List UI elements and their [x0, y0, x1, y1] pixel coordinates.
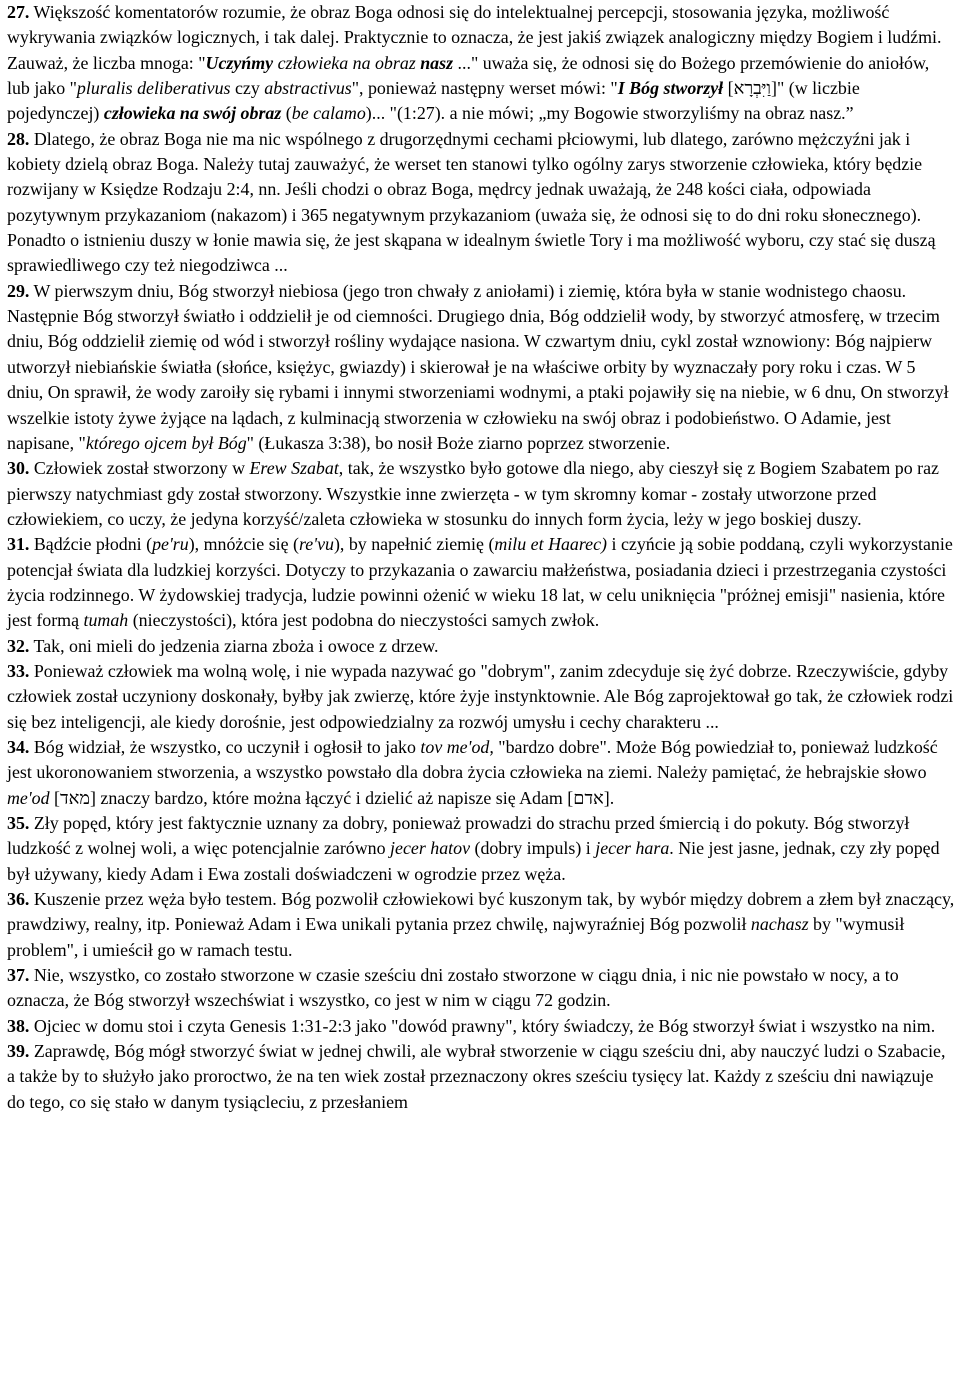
paragraph-28 [7, 127, 955, 279]
paragraph-text: )... "(1:27). a nie mówi; „my Bogowie stworzyliśmy na obraz nasz.” [365, 103, 854, 124]
paragraph-text: ( [281, 103, 292, 124]
paragraph-text: " (Łukasza 3:38), bo nosił Boże ziarno poprzez stworzenie. [246, 432, 671, 453]
paragraph-text: Kuszenie przez węża było testem. Bóg pozwolił człowiekowi być kuszonym tak, by wybór między dobrem a złem był znaczący, prawdziwy, realny, itp. Ponieważ Adam i Ewa unikali pytania przez chwilę, najwyraźniej Bóg pozwolił [7, 889, 955, 935]
paragraph-text: ..." uważa się, że odnosi się do Bożego przemówienie do aniołów, lub jako " [7, 52, 930, 99]
paragraph-number: 34. [7, 736, 30, 757]
paragraph-text: ), mnóżcie się ( [188, 534, 299, 555]
paragraph-number: 33. [7, 660, 30, 681]
paragraph-text: Dlatego, że obraz Boga nie ma nic wspólnego z drugorzędnymi cechami płciowymi, lub dlatego, zarówno mężczyźni jak i kobiety dzielą obraz Boga. Należy tutaj zauważyć, że werset ten stanowi tylko ogólny zarys stworzenie człowieka, który będzie rozwijany w Księdze Rodzaju 2:4, nn. Jeśli chodzi o obraz Boga, mędrcy jednak uważają, że 248 kości ciała, odpowiada pozytywnym przykazaniom (nakazom) i 365 negatywnym przykazaniom (uważa się, że odnosi się to do dni roku słonecznego). Ponadto o istnieniu duszy w łonie mawia się, że jest skąpana w idealnym świetle Tory i ma możliwość wyboru, czy stać się duszą sprawiedliwego czy też niegodziwca ... [7, 128, 936, 276]
paragraph-text: tov me'od, [420, 736, 494, 757]
paragraph-text: re'vu [299, 534, 334, 555]
paragraph-text: ", ponieważ następny werset mówi: " [351, 78, 618, 99]
paragraph-number: 36. [7, 889, 30, 910]
paragraph-number: 28. [7, 128, 30, 149]
paragraph-number: 27. [7, 2, 30, 22]
paragraph-29 [7, 279, 955, 456]
paragraph-text: "bardzo dobre". Może Bóg powiedział to, ponieważ ludzkość jest ukoronowaniem stworzenia, a wszystko powstało dla dobra życia człowieka na ziemi. Należy pamiętać, że hebrajskie słowo [7, 736, 938, 783]
paragraph-text: milu et Haarec) [494, 534, 608, 555]
paragraph-text: Większość komentatorów rozumie, że obraz Boga odnosi się do intelektualnej percepcji, stosowania języka, możliwość wykrywania związków logicznych, i tak dalej. Praktycznie to oznacza, że jest jakiś związek analogiczny między Bogiem i ludźmi. Zauważ, że liczba mnoga: " [7, 2, 942, 73]
paragraph-36 [7, 887, 955, 963]
paragraph-33 [7, 659, 955, 735]
paragraph-number: 31. [7, 534, 30, 555]
paragraph-text: Ojciec w domu stoi i czyta Genesis 1:31-2:3 jako "dowód prawny", który świadczy, że Bóg stworzył świat i wszystko na nim. [29, 1015, 936, 1036]
paragraph-text: abstractivus [264, 78, 352, 99]
paragraph-text: me'od [7, 787, 50, 808]
paragraph-text: ), by napełnić ziemię ( [333, 534, 495, 555]
paragraph-text: człowieka na swój obraz [103, 103, 282, 124]
paragraph-number: 29. [7, 280, 30, 301]
paragraph-text: Zły popęd, który jest faktycznie uznany za dobry, ponieważ prowadzi do strachu przed śmiercią i do pokuty. Bóg stworzył ludzkość z wolnej woli, a więc potencjalnie zarówno [7, 813, 910, 859]
paragraph-text: nachasz [750, 914, 809, 935]
paragraph-text: . Nie jest jasne, jednak, czy zły popęd był używany, kiedy Adam i Ewa zostali doświadczeni w ogrodzie przez węża. [7, 838, 940, 884]
paragraph-text: pluralis deliberativus [76, 78, 231, 99]
paragraph-30 [7, 456, 955, 532]
paragraph-37 [7, 963, 955, 1014]
paragraph-text: (nieczystości), która jest podobna do nieczystości samych zwłok. [128, 610, 600, 631]
paragraph-31 [7, 532, 955, 633]
paragraph-39 [7, 1039, 955, 1115]
paragraph-number: 38. [7, 1015, 30, 1036]
paragraph-number: 35. [7, 813, 30, 833]
paragraph-number: 39. [7, 1041, 30, 1062]
paragraph-text: be calamo [291, 103, 366, 124]
paragraph-text: Nie, wszystko, co zostało stworzone w czasie sześciu dni zostało stworzone w ciągu dnia, i nic nie powstało w nocy, a to oznacza, że Bóg stworzył wszechświat i wszystko, co jest w nim w ciągu 72 godzin. [7, 965, 899, 1011]
paragraph-text: Bóg widział, że wszystko, co uczynił i ogłosił to jako [29, 736, 421, 757]
paragraph-text: Tak, oni mieli do jedzenia ziarna zboża i owoce z drzew. [29, 635, 439, 656]
paragraph-text: jecer hara [595, 838, 670, 859]
paragraph-number: 37. [7, 965, 30, 986]
paragraph-text: Bądźcie płodni ( [29, 534, 153, 555]
paragraph-32 [7, 634, 955, 659]
paragraph-text: czy [230, 78, 265, 99]
paragraph-text: pe'ru [152, 534, 189, 555]
paragraph-text: , tak, że wszystko było gotowe dla niego, aby cieszył się z Bogiem Szabatem po raz pierwszy natychmiast gdy został stworzony. Wszystkie inne zwierzęta - w tym skromny komar - zostały utworzone przed człowiekiem, co uczy, że jedyna korzyść/zaleta człowieka w stosunku do innych form życia, leży w jego boskiej duszy. [7, 458, 939, 529]
paragraph-text: I Bóg stworzył [617, 78, 724, 99]
paragraph-38 [7, 1014, 955, 1039]
paragraph-text: Erew Szabat [249, 458, 339, 479]
paragraph-text: [וַיִּבְרָא]" (w liczbie pojedynczej) [7, 78, 860, 124]
paragraph-number: 32. [7, 635, 30, 656]
paragraph-text: i czyńcie ją sobie poddaną, czyli wykorzystanie potencjał świata dla ludzkiej korzyści. Dotyczy to przykazania o zawarciu małżeństwa, posiadania dzieci i przestrzegania czystości życia rodzinnego. W żydowskiej tradycja, ludzie powinni ożenić w wieku 18 lat, w celu uniknięcia "próżnej emisji" nasienia, które jest formą [7, 534, 953, 631]
paragraph-text: nasz [420, 52, 454, 73]
paragraph-text: którego ojcem był Bóg [85, 432, 247, 453]
paragraph-text: Człowiek został stworzony w [29, 458, 250, 479]
paragraph-text: tumah [83, 610, 129, 631]
paragraph-27 [7, 0, 955, 127]
paragraph-35 [7, 811, 955, 887]
paragraph-text: (dobry impuls) i [470, 838, 596, 859]
paragraph-text: Zaprawdę, Bóg mógł stworzyć świat w jednej chwili, ale wybrał stworzenie w ciągu sześciu dni, aby nauczyć ludzi o Szabacie, a także by to służyło jako proroctwo, że na ten wiek został przeznaczony okres sześciu tysięcy lat. Każdy z sześciu dni nawiązuje do tego, co się stało w danym tysiącleciu, z przesłaniem [7, 1041, 946, 1112]
paragraph-text: by "wymusił problem", i umieścił go w ramach testu. [7, 914, 905, 960]
paragraph-34 [7, 735, 955, 811]
paragraph-text: człowieka na obraz [273, 52, 421, 73]
paragraph-text: Ponieważ człowiek ma wolną wolę, i nie wypada nazywać go "dobrym", zanim zdecyduje się żyć dobrze. Rzeczywiście, gdyby człowiek został uczyniony doskonały, byłby jak zwierzę, które żyje instynktownie. Ale Bóg zaprojektował go tak, że człowiek rodzi się bez inteligencji, ale kiedy dorośnie, jest odpowiedzialny za rozwój umysłu i cechy charakteru ... [7, 660, 954, 732]
paragraph-text: jecer hatov [390, 838, 471, 859]
paragraph-text: W pierwszym dniu, Bóg stworzył niebiosa (jego tron chwały z aniołami) i ziemię, która była w stanie wodnistego chaosu. Następnie Bóg stworzył światło i oddzielił je od ciemności. Drugiego dnia, Bóg oddzielił wody, by stworzyć atmosferę, w trzecim dniu, Bóg oddzielił ziemię od wód i stworzył rośliny wydające nasiona. W czwartym dniu, cykl został wznowiony: Bóg najpierw utworzył niebiańskie światła (słońce, księżyc, gwiazdy) i skierował je na właściwe orbity by wyznaczały pory roku i czas. W 5 dniu, On sprawił, że wody zaroiły się rybami i innymi stworzeniami wodnymi, a ptaki pojawiły się na niebie, w 6 dnu, On stworzył wszelkie istoty żywe żyjące na lądach, z kulminacją stworzenia w człowieku na swój obraz i podobieństwo. O Adamie, jest napisane, " [7, 280, 949, 453]
paragraph-number: 30. [7, 458, 30, 479]
paragraph-text: [מאד] znaczy bardzo, które można łączyć i dzielić aż napisze się Adam [אדם]. [49, 787, 615, 808]
paragraph-text: Uczyńmy [205, 52, 274, 73]
